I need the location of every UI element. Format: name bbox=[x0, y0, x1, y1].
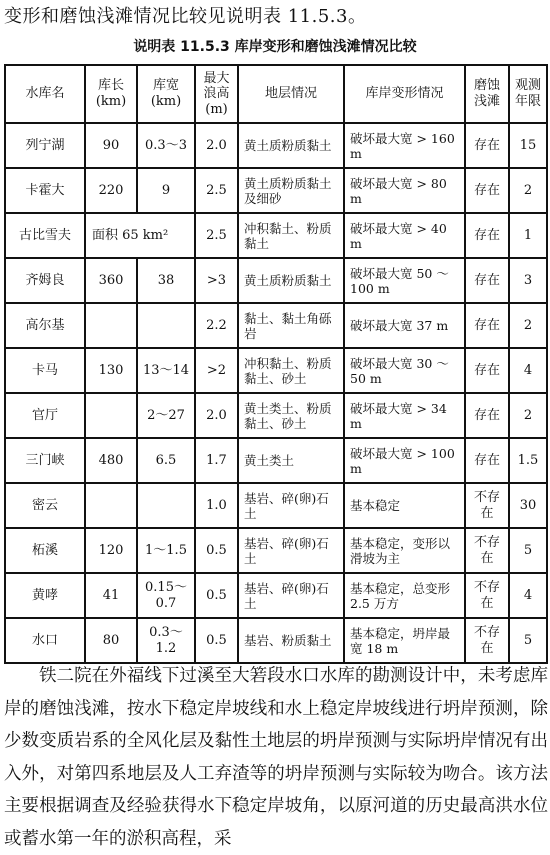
cell-years: 3 bbox=[509, 258, 547, 303]
cell-wave: 2.0 bbox=[195, 123, 238, 168]
header-deformation: 库岸变形情况 bbox=[344, 65, 465, 123]
cell-geology: 黄土类土、粉质黏土、砂土 bbox=[238, 393, 344, 438]
intro-line: 变形和磨蚀浅滩情况比较见说明表 11.5.3。 bbox=[4, 6, 367, 27]
cell-geology: 冲积黏土、粉质黏土 bbox=[238, 213, 344, 258]
cell-name: 三门峡 bbox=[5, 438, 85, 483]
cell-wave: 2.5 bbox=[195, 213, 238, 258]
cell-years: 4 bbox=[509, 348, 547, 393]
cell-shoal: 存在 bbox=[465, 393, 509, 438]
table-body bbox=[5, 123, 547, 663]
cell-name: 古比雪夫 bbox=[5, 213, 85, 258]
cell-years: 2 bbox=[509, 303, 547, 348]
cell-geology: 基岩、碎(卵)石土 bbox=[238, 483, 344, 528]
cell-width: 9 bbox=[137, 168, 195, 213]
cell-shoal: 存在 bbox=[465, 258, 509, 303]
cell-name: 卡马 bbox=[5, 348, 85, 393]
cell-deformation: 破坏最大宽 30 ～50 m bbox=[344, 348, 465, 393]
cell-name: 水口 bbox=[5, 618, 85, 663]
cell-length: 480 bbox=[85, 438, 137, 483]
body-paragraph: 铁二院在外福线下过溪至大箬段水口水库的勘测设计中，未考虑库岸的磨蚀浅滩，按水下稳定岸坡线和水上稳定岸坡线进行坍岸预测，除少数变质岩系的全风化层及黏性土地层的坍岸预测与实际坍岸情况有出入外，对第四系地层及人工弃渣等的坍岸预测与实际较为吻合。该方法主要根据调查及经验获得水下稳定岸坡角，以原河道的历史最高洪水位或蓄水第一年的淤积高程，采 bbox=[4, 666, 548, 849]
cell-length: 41 bbox=[85, 573, 137, 618]
cell-length bbox=[85, 483, 137, 528]
cell-name: 密云 bbox=[5, 483, 85, 528]
cell-geology: 基岩、粉质黏土 bbox=[238, 618, 344, 663]
cell-deformation: 破坏最大宽 > 80 m bbox=[344, 168, 465, 213]
cell-shoal: 存在 bbox=[465, 168, 509, 213]
cell-width: 0.3～3 bbox=[137, 123, 195, 168]
comparison-table bbox=[4, 64, 548, 664]
table-row bbox=[5, 528, 547, 573]
table-row bbox=[5, 123, 547, 168]
cell-geology: 黄土类土 bbox=[238, 438, 344, 483]
cell-wave: 2.5 bbox=[195, 168, 238, 213]
table-caption: 说明表 11.5.3 库岸变形和磨蚀浅滩情况比较 bbox=[133, 39, 417, 55]
cell-wave: 1.7 bbox=[195, 438, 238, 483]
cell-wave: 0.5 bbox=[195, 618, 238, 663]
cell-geology: 黄土质粉质黏土 bbox=[238, 123, 344, 168]
header-wave: 最大浪高 (m) bbox=[195, 65, 238, 123]
cell-deformation: 破坏最大宽 > 40 m bbox=[344, 213, 465, 258]
cell-area: 面积 65 km² bbox=[85, 213, 195, 258]
cell-width: 0.3～1.2 bbox=[137, 618, 195, 663]
cell-length: 80 bbox=[85, 618, 137, 663]
cell-deformation: 基本稳定，总变形 2.5 万方 bbox=[344, 573, 465, 618]
cell-years: 2 bbox=[509, 168, 547, 213]
cell-name: 列宁湖 bbox=[5, 123, 85, 168]
cell-shoal: 存在 bbox=[465, 438, 509, 483]
header-length: 库长 (km) bbox=[85, 65, 137, 123]
cell-wave: 0.5 bbox=[195, 528, 238, 573]
cell-length: 360 bbox=[85, 258, 137, 303]
table-row bbox=[5, 258, 547, 303]
cell-width bbox=[137, 303, 195, 348]
table-row bbox=[5, 438, 547, 483]
header-width: 库宽 (km) bbox=[137, 65, 195, 123]
cell-deformation: 基本稳定，变形以滑坡为主 bbox=[344, 528, 465, 573]
cell-deformation: 基本稳定 bbox=[344, 483, 465, 528]
cell-years: 15 bbox=[509, 123, 547, 168]
cell-deformation: 破坏最大宽 50 ～100 m bbox=[344, 258, 465, 303]
cell-years: 5 bbox=[509, 528, 547, 573]
table-row bbox=[5, 303, 547, 348]
cell-name: 高尔基 bbox=[5, 303, 85, 348]
table-row bbox=[5, 348, 547, 393]
cell-shoal: 存在 bbox=[465, 213, 509, 258]
cell-length bbox=[85, 393, 137, 438]
cell-geology: 黄土质粉质黏土及细砂 bbox=[238, 168, 344, 213]
cell-name: 黄哮 bbox=[5, 573, 85, 618]
cell-shoal: 不存在 bbox=[465, 573, 509, 618]
cell-width: 38 bbox=[137, 258, 195, 303]
cell-wave: >3 bbox=[195, 258, 238, 303]
table-row bbox=[5, 618, 547, 663]
table-row bbox=[5, 573, 547, 618]
cell-length: 120 bbox=[85, 528, 137, 573]
cell-length bbox=[85, 303, 137, 348]
table-row bbox=[5, 213, 547, 258]
cell-deformation: 基本稳定，坍岸最宽 18 m bbox=[344, 618, 465, 663]
table-row bbox=[5, 483, 547, 528]
cell-wave: >2 bbox=[195, 348, 238, 393]
cell-geology: 黄土质粉质黏土 bbox=[238, 258, 344, 303]
cell-width: 6.5 bbox=[137, 438, 195, 483]
cell-width: 0.15～0.7 bbox=[137, 573, 195, 618]
cell-width: 13～14 bbox=[137, 348, 195, 393]
cell-years: 30 bbox=[509, 483, 547, 528]
cell-shoal: 不存在 bbox=[465, 528, 509, 573]
cell-geology: 冲积黏土、粉质黏土、砂土 bbox=[238, 348, 344, 393]
cell-deformation: 破坏最大宽 > 34 m bbox=[344, 393, 465, 438]
cell-shoal: 存在 bbox=[465, 303, 509, 348]
cell-length: 220 bbox=[85, 168, 137, 213]
table-header-row bbox=[5, 65, 547, 123]
cell-width: 2～27 bbox=[137, 393, 195, 438]
cell-shoal: 不存在 bbox=[465, 618, 509, 663]
cell-name: 卡霍大 bbox=[5, 168, 85, 213]
cell-geology: 基岩、碎(卵)石土 bbox=[238, 528, 344, 573]
cell-wave: 2.2 bbox=[195, 303, 238, 348]
cell-shoal: 不存在 bbox=[465, 483, 509, 528]
cell-wave: 2.0 bbox=[195, 393, 238, 438]
header-shoal: 磨蚀浅滩 bbox=[465, 65, 509, 123]
cell-deformation: 破坏最大宽 37 m bbox=[344, 303, 465, 348]
cell-geology: 黏土、黏土角砾岩 bbox=[238, 303, 344, 348]
cell-wave: 1.0 bbox=[195, 483, 238, 528]
cell-shoal: 存在 bbox=[465, 123, 509, 168]
cell-years: 1.5 bbox=[509, 438, 547, 483]
header-years: 观测年限 bbox=[509, 65, 547, 123]
cell-length: 90 bbox=[85, 123, 137, 168]
cell-years: 1 bbox=[509, 213, 547, 258]
table-row bbox=[5, 393, 547, 438]
cell-name: 柘溪 bbox=[5, 528, 85, 573]
table-row bbox=[5, 168, 547, 213]
cell-width bbox=[137, 483, 195, 528]
header-geology: 地层情况 bbox=[238, 65, 344, 123]
cell-wave: 0.5 bbox=[195, 573, 238, 618]
cell-name: 齐姆良 bbox=[5, 258, 85, 303]
cell-shoal: 存在 bbox=[465, 348, 509, 393]
cell-years: 4 bbox=[509, 573, 547, 618]
cell-width: 1～1.5 bbox=[137, 528, 195, 573]
cell-years: 5 bbox=[509, 618, 547, 663]
cell-geology: 基岩、碎(卵)石土 bbox=[238, 573, 344, 618]
cell-length: 130 bbox=[85, 348, 137, 393]
cell-deformation: 破坏最大宽 > 100 m bbox=[344, 438, 465, 483]
header-name: 水库名 bbox=[5, 65, 85, 123]
cell-deformation: 破坏最大宽 > 160 m bbox=[344, 123, 465, 168]
cell-name: 官厅 bbox=[5, 393, 85, 438]
cell-years: 2 bbox=[509, 393, 547, 438]
